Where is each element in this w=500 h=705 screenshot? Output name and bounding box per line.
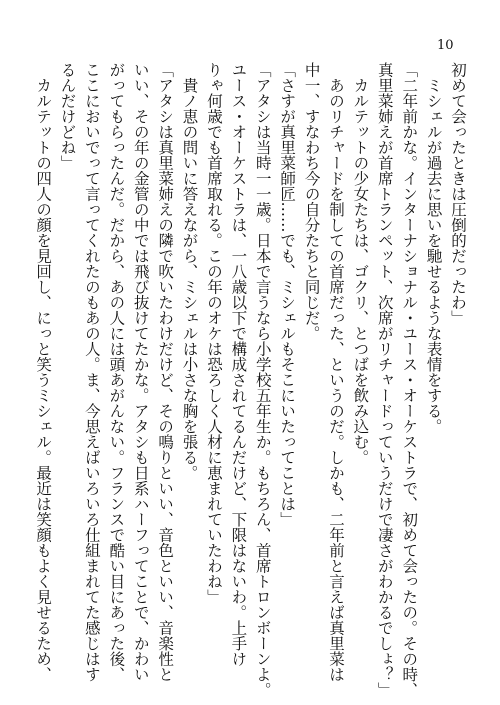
text-line: りゃ何歳でも首席取れる。この年のオケは恐ろしく人材に恵まれていたわね」 <box>204 62 223 605</box>
text-line: 真里菜姉えが首席トランペット、次席がリチャードっていうだけで凄さがわかるでしょ？」 <box>375 62 394 698</box>
text-line: ミシェルが過去に思いを馳せるような表情をする。 <box>424 62 443 434</box>
text-line: がってもらったんだ。だから、あの人には頭あがんない。フランスで酷い目にあった後、 <box>107 62 126 682</box>
text-line: あのリチャードを制しての首席だった、というのだ。しかも、二年前と言えば真里菜は <box>326 62 345 682</box>
text-line: いい、その年の金管の中では飛び抜けてたかな。アタシも日系ハーフってことで、かわい <box>131 62 150 682</box>
text-line: カルテットの四人の顔を見回し、にっと笑うミシェル。最近は笑顔もよく見せるため、 <box>34 62 53 682</box>
text-line: 「アタシは真里菜姉えの隣で吹いたわけだけど、その鳴りといい、音色といい、音楽性と <box>156 62 175 682</box>
text-line: 貴ノ恵の問いに答えながら、ミシェルは小さな胸を張る。 <box>180 62 199 481</box>
text-line: 初めて会ったときは圧倒的だったわ」 <box>449 62 467 326</box>
text-line: ここにおいでって言ってくれたのもあの人。ま、今思えばいろいろ仕組まれてた感じはす <box>82 62 101 682</box>
text-line: ユース・オーケストラは、一八歳以下で構成されてるんだけど、下限はないわ。上手け <box>229 62 248 667</box>
novel-text-block <box>31 62 470 698</box>
text-line: 「さすが真里菜師匠……でも、ミシェルもそこにいたってことは」 <box>278 62 297 527</box>
text-line: カルテットの少女たちは、ゴクリ、とつばを飲み込む。 <box>351 62 370 465</box>
page-number: 10 <box>437 38 454 53</box>
text-line: るんだけどね」 <box>58 62 77 171</box>
text-line: 「二年前かな。インターナショナル・ユース・オーケストラで、初めて会ったの。その時、 <box>400 62 419 698</box>
text-line: 「アタシは当時一一歳。日本で言うなら小学校五年生か。もちろん、首席トロンボーンよ。 <box>253 62 272 698</box>
text-line: 中一、すなわち今の自分たちと同じだ。 <box>302 62 321 341</box>
